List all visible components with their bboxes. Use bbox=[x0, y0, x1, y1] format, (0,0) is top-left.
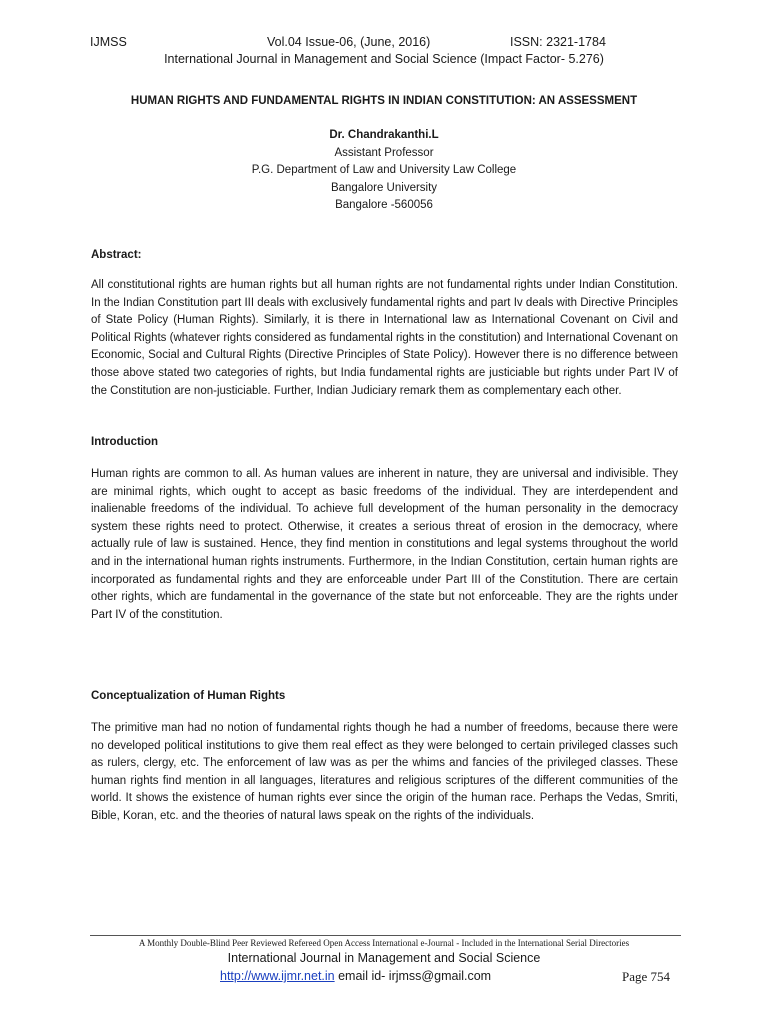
author-block bbox=[0, 127, 768, 215]
footer-divider bbox=[90, 935, 681, 936]
conceptualization-body: The primitive man had no notion of fundamental rights though he had a number of freedoms, because there were no developed political institutions to give them real effect as they were belonged to certain privileged classes such as rulers, clergy, etc. The enforcement of law was as per the whims and fancies of the privileged classes. These human rights find mention in all languages, literatures and religious scriptures of the different communities of the world. It shows the existence of human rights ever since the origin of the human race. Perhaps the Vedas, Smriti, Bible, Koran, etc. and the theories of natural laws speak on the rights of the individuals. bbox=[91, 722, 678, 822]
running-header bbox=[90, 35, 690, 51]
journal-full-name: International Journal in Management and Social Science (Impact Factor- 5.276) bbox=[164, 52, 604, 66]
abstract-body: All constitutional rights are human rights but all human rights are not fundamental rights under Indian Constitution. In the Indian Constitution part III deals with exclusively fundamental rights and part Iv deals with Directive Principles of State Policy (Human Rights). Similarly, it is there in International law as International Covenant on Civil and Political Rights (whatever rights considered as fundamental rights in the constitution) and International Covenant on Economic, Social and Cultural Rights (Directive Principles of State Policy). However there is no difference between those above stated two categories of rights, but India fundamental rights are justiciable but rights under Part IV of the Constitution are non-justiciable. Further, Indian Judiciary remark them as complementary each other. bbox=[91, 279, 678, 397]
article-title: HUMAN RIGHTS AND FUNDAMENTAL RIGHTS IN INDIAN CONSTITUTION: AN ASSESSMENT bbox=[130, 95, 638, 107]
volume-issue: Vol.04 Issue-06, (June, 2016) bbox=[267, 35, 431, 49]
abstract-heading: Abstract: bbox=[91, 249, 142, 261]
author-city: Bangalore -560056 bbox=[335, 199, 433, 211]
page-number: Page 754 bbox=[622, 969, 671, 984]
journal-abbreviation: IJMSS bbox=[90, 35, 127, 49]
author-university: Bangalore University bbox=[330, 181, 438, 194]
conceptualization-heading: Conceptualization of Human Rights bbox=[91, 690, 286, 702]
footer-journal-name: International Journal in Management and Social Science bbox=[227, 951, 541, 965]
author-name: Dr. Chandrakanthi.L bbox=[329, 129, 439, 141]
author-department: P.G. Department of Law and University Law College bbox=[251, 164, 517, 176]
introduction-body: Human rights are common to all. As human values are inherent in nature, they are universal and indivisible. They are minimal rights, which ought to accept as basic freedoms of the individual. They are interdependent and inalienable freedoms of the individual. To achieve full development of the human personality in the democracy system these rights need to protect. Otherwise, it creates a serious threat of erosion in the democracy, where actually rule of law is sustained. Hence, they find mention in constitutions and legal systems throughout the world and in the international human rights instruments. Furthermore, in the Indian Constitution, certain human rights are incorporated as fundamental rights and they are enforceable under Part III of the Constitution. There are certain other rights, which are fundamental in the governance of the state but not enforceable. They are the rights under Part IV of the constitution. bbox=[91, 468, 678, 621]
website-link[interactable]: http://www.ijmr.net.in bbox=[220, 969, 335, 983]
footer-contact bbox=[220, 969, 491, 983]
issn: ISSN: 2321-1784 bbox=[510, 35, 606, 49]
author-designation: Assistant Professor bbox=[334, 146, 434, 159]
footer-email: email id- irjmss@gmail.com bbox=[334, 969, 492, 983]
footer-description: A Monthly Double-Blind Peer Reviewed Refereed Open Access International e-Journal - Included in the International Serial Directories bbox=[138, 938, 630, 948]
introduction-heading: Introduction bbox=[91, 436, 159, 448]
